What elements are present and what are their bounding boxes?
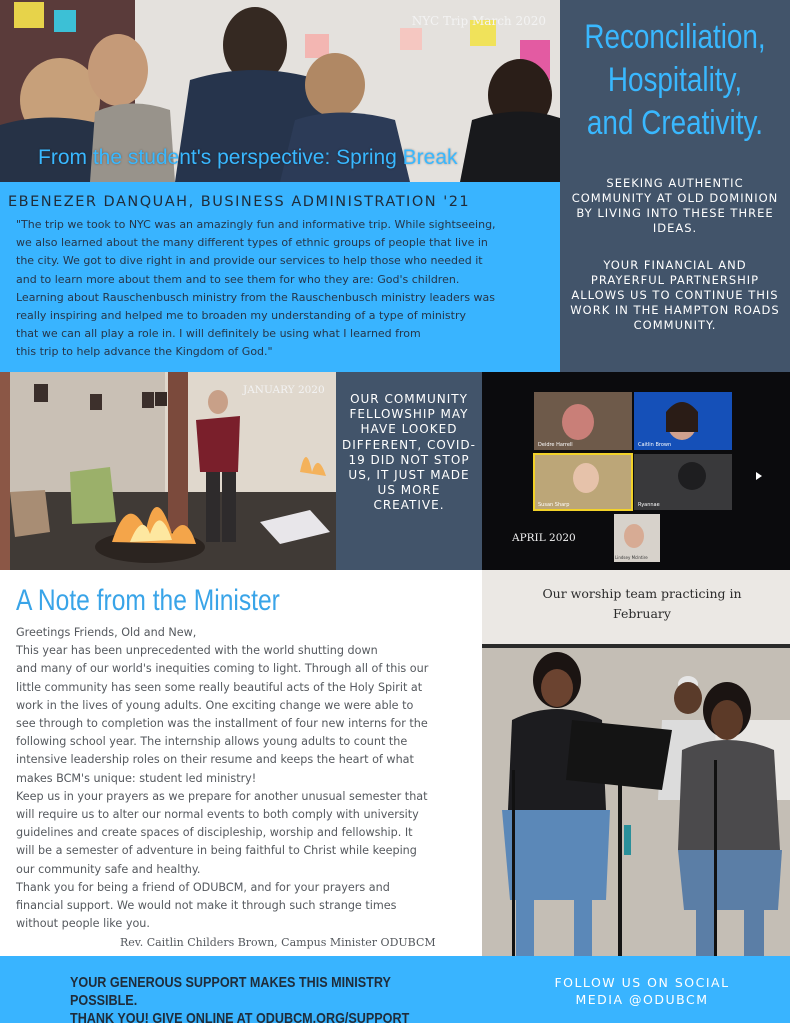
note-line: Thank you for being a friend of ODUBCM, and for your prayers and [16, 880, 390, 894]
nyc-trip-photo [0, 0, 560, 182]
support-line: THANK YOU! GIVE ONLINE AT ODUBCM.ORG/SUPPORT [70, 1010, 410, 1027]
quote-line: and to learn more about them and to see them for who they are: God's children. [16, 272, 460, 286]
heading-line: Reconciliation, [584, 18, 766, 56]
worship-team-photo [482, 570, 790, 956]
photo-caption: Our worship team practicing in February [542, 586, 742, 621]
header-panel [560, 0, 790, 372]
quote-line: Learning about Rauschenbusch ministry from the Rauschenbusch ministry leaders was [16, 290, 496, 304]
quote-line: we also learned about the many different types of ethnic groups of people that live in [16, 236, 488, 250]
worship-team-photo-image [482, 570, 790, 956]
note-title: A Note from the Minister [16, 584, 280, 617]
quote-line: "The trip we took to NYC was an amazingly fun and informative trip. While sightseeing, [16, 218, 496, 231]
social-message [542, 974, 742, 1008]
note-line: without people like you. [16, 917, 150, 931]
note-line: Keep us in your prayers as we prepare for another unusual semester that [16, 789, 428, 803]
heading-line: Hospitality, [607, 61, 743, 99]
zoom-tile-name: Caitlin Brown [638, 442, 672, 448]
social-line: MEDIA @ODUBCM [575, 992, 709, 1007]
fire-pit-photo-image [0, 372, 336, 570]
heading-line: and Creativity. [586, 104, 764, 142]
student-quote [16, 216, 550, 362]
note-line: see through to completion was the installment of four new interns for the [16, 717, 428, 731]
note-signature: Rev. Caitlin Childers Brown, Campus Minister ODUBCM [120, 936, 436, 949]
support-line: YOUR GENEROUS SUPPORT MAKES THIS MINISTRY POSSIBLE. [70, 974, 391, 1009]
zoom-tile-name: Susan Sharp [538, 502, 570, 508]
community-statement: OUR COMMUNITY FELLOWSHIP MAY HAVE LOOKED DIFFERENT, COVID-19 DID NOT STOP US, IT JUST MADE US MORE CREATIVE. [342, 392, 476, 513]
social-line: FOLLOW US ON SOCIAL [554, 975, 730, 990]
footer [0, 956, 790, 1027]
zoom-call-photo [482, 372, 790, 570]
note-line: intensive leadership roles on their resume and keeps the heart of what [16, 753, 414, 767]
section-title: From the student's perspective: Spring Break [38, 146, 458, 169]
zoom-tile-name: Lindsey McIntire [615, 555, 648, 560]
zoom-tile-name: Deidre Harrell [538, 442, 573, 448]
photo-caption: JANUARY 2020 [243, 384, 325, 396]
quote-line: really inspiring and helped me to broaden my understanding of a type of ministry [16, 309, 466, 323]
note-line: Greetings Friends, Old and New, [16, 626, 197, 639]
note-body [16, 624, 478, 933]
partnership-statement: YOUR FINANCIAL AND PRAYERFUL PARTNERSHIP ALLOWS US TO CONTINUE THIS WORK IN THE HAMPTON ROADS COMMUNITY. [570, 258, 780, 332]
photo-caption: NYC Trip March 2020 [411, 14, 546, 28]
mission-statement: SEEKING AUTHENTIC COMMUNITY AT OLD DOMINION BY LIVING INTO THESE THREE IDEAS. [571, 176, 779, 235]
student-quote-panel [0, 182, 560, 372]
student-name: EBENEZER DANQUAH, BUSINESS ADMINISTRATION '21 [8, 194, 471, 210]
quote-line: that we can all play a role in. I will definitely be using what I learned from [16, 327, 421, 341]
zoom-tile-name: Ryannae [638, 502, 660, 508]
note-line: little community has seen some really beautiful acts of the Holy Spirit at [16, 680, 423, 694]
community-panel [336, 372, 482, 570]
note-line: will be a semester of adventure in being faithful to Christ while keeping [16, 844, 417, 858]
quote-line: this trip to help advance the Kingdom of God." [16, 345, 273, 359]
support-message [70, 974, 423, 1028]
note-line: financial support. We would not make it through such strange times [16, 899, 397, 913]
note-line: guidelines and create spaces of discipleship, worship and fellowship. It [16, 826, 413, 840]
note-line: work in the lives of young adults. One exciting change we were able to [16, 698, 414, 712]
note-line: and many of our world's inequities coming to light. Through all of this our [16, 662, 429, 676]
fire-pit-photo [0, 372, 336, 570]
quote-line: the city. We got to dive right in and provide our services to help those who needed it [16, 254, 483, 268]
minister-note [0, 570, 482, 956]
note-line: following school year. The internship allows young adults to count the [16, 735, 408, 749]
note-line: This year has been unprecedented with the world shutting down [16, 644, 378, 658]
note-line: our community safe and healthy. [16, 862, 201, 876]
photo-caption: APRIL 2020 [512, 532, 576, 544]
note-line: makes BCM's unique: student led ministry! [16, 771, 257, 785]
page-title [581, 16, 770, 145]
note-line: will require us to alter our normal events to both comply with university [16, 808, 419, 822]
